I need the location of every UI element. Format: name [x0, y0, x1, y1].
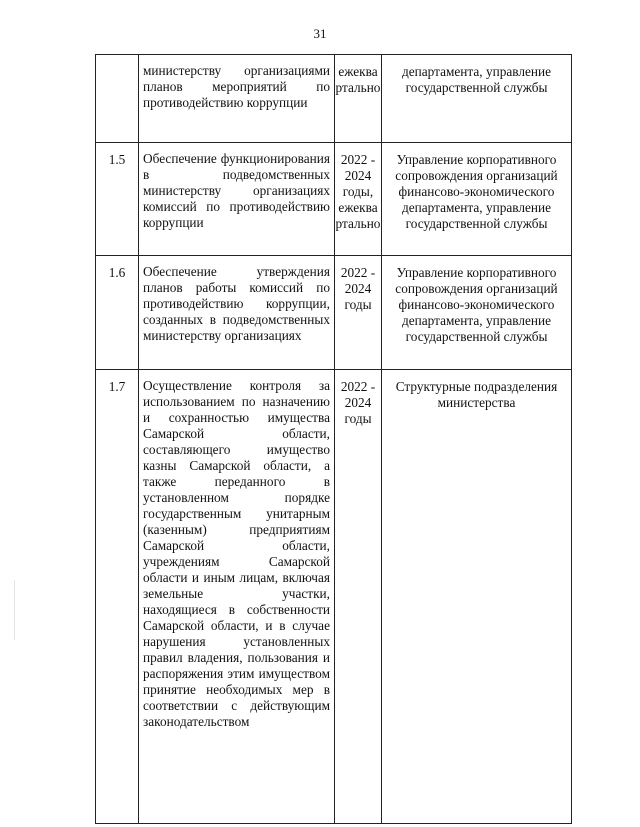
page-number: 31 [313, 26, 327, 41]
row-number [96, 55, 139, 143]
responsible-text: Управление корпоративного сопровождения организаций финансово-экономического департамента, управление государственной службы [395, 265, 558, 344]
row-number: 1.7 [96, 370, 139, 824]
action-cell [139, 143, 335, 256]
term-cell [335, 256, 382, 370]
term-text: 2022 - 2024 годы [340, 379, 376, 426]
action-cell [139, 55, 335, 143]
term-cell [335, 55, 382, 143]
term-text: 2022 - 2024 годы, ежеква ртально [335, 152, 381, 231]
action-cell [139, 256, 335, 370]
responsible-cell [382, 143, 572, 256]
action-text: министерству организациями планов мероприятий по противодействию коррупции [143, 63, 330, 110]
table-row [96, 55, 572, 143]
responsible-cell [382, 55, 572, 143]
table-row [96, 143, 572, 256]
responsible-text: Управление корпоративного сопровождения организаций финансово-экономического департамента, управление государственной службы [395, 152, 558, 231]
term-cell [335, 370, 382, 824]
responsible-text: Структурные подразделения министерства [395, 379, 558, 410]
row-number: 1.5 [96, 143, 139, 256]
scan-margin-mark [14, 580, 15, 640]
action-cell [139, 370, 335, 824]
table-row [96, 370, 572, 824]
table-row [96, 256, 572, 370]
responsible-cell [382, 256, 572, 370]
action-text: Обеспечение утверждения планов работы комиссий по противодействию коррупции, созданных в подведомственных министерству организациях [143, 264, 330, 343]
row-number: 1.6 [96, 256, 139, 370]
responsible-cell [382, 370, 572, 824]
responsible-text: департамента, управление государственной службы [401, 64, 552, 95]
action-text: Осуществление контроля за использованием по назначению и сохранностью имущества Самарской области, составляющего имущество казны Самарской области, а также переданного в установленном порядке государственным унитарным (казенным) предприятиям Самарской области, учреждениям Самарской области и иным лицам, включая земельные участки, находящиеся в собственности Самарской области, и в случае нарушения установленных правил владения, пользования и распоряжения этим имуществом принятие необходимых мер в соответствии с действующим законодательством [143, 378, 330, 729]
term-cell [335, 143, 382, 256]
measures-table [95, 54, 572, 824]
action-text: Обеспечение функционирования в подведомственных министерству организациях комиссий по противодействию коррупции [143, 151, 330, 230]
term-text: 2022 - 2024 годы [340, 265, 376, 312]
term-text: ежеква ртально [335, 64, 381, 95]
